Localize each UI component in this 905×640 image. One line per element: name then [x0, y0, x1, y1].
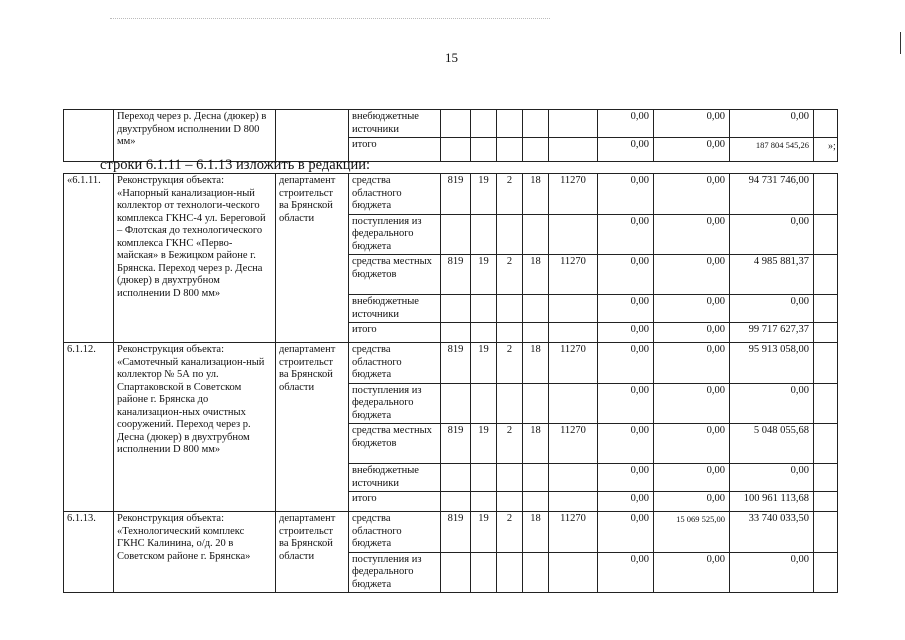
- code-cell: [523, 323, 549, 343]
- trailing-cell: [814, 255, 838, 295]
- funding-source-cell: внебюджетные источники: [349, 110, 441, 138]
- amount-cell: 0,00: [730, 552, 814, 593]
- amount-cell: 4 985 881,37: [730, 255, 814, 295]
- amount-cell: 0,00: [730, 383, 814, 424]
- code-cell: 2: [497, 343, 523, 384]
- code-cell: [549, 295, 598, 323]
- item-number-cell: «6.1.11.: [64, 174, 114, 343]
- code-cell: [549, 492, 598, 512]
- funding-source-cell: поступления из федерального бюджета: [349, 552, 441, 593]
- code-cell: [471, 295, 497, 323]
- trailing-cell: [814, 552, 838, 593]
- executor-cell: департамент строительст ва Брянской области: [276, 174, 349, 343]
- code-cell: [497, 464, 523, 492]
- code-cell: [497, 492, 523, 512]
- code-cell: 819: [441, 174, 471, 215]
- code-cell: [497, 138, 523, 162]
- code-cell: [549, 552, 598, 593]
- funding-source-cell: поступления из федерального бюджета: [349, 214, 441, 255]
- amount-cell: 0,00: [654, 492, 730, 512]
- amount-cell: 0,00: [654, 323, 730, 343]
- code-cell: 11270: [549, 343, 598, 384]
- code-cell: [523, 214, 549, 255]
- code-cell: 11270: [549, 424, 598, 464]
- funding-source-cell: итого: [349, 492, 441, 512]
- code-cell: [471, 492, 497, 512]
- item-title-cell: Реконструкция объекта: «Напорный канализацион-ный коллектор от технологи-ческого комплекса ГКНС-4 ул. Береговой – Флотская до технологического комплекса ГКНС «Перво-майская» в Бежицком районе г. Брянска. Переход через р. Десна (дюкер) в двухтрубном исполнении D 800 мм»: [114, 174, 276, 343]
- amount-cell: 100 961 113,68: [730, 492, 814, 512]
- funding-source-cell: средства местных бюджетов: [349, 424, 441, 464]
- amount-cell: 0,00: [598, 138, 654, 162]
- end-quote-mark: »;: [828, 141, 836, 152]
- funding-source-cell: средства областного бюджета: [349, 174, 441, 215]
- amount-cell: 0,00: [654, 174, 730, 215]
- code-cell: 18: [523, 424, 549, 464]
- code-cell: [441, 464, 471, 492]
- amount-cell: 15 069 525,00: [654, 512, 730, 553]
- code-cell: [471, 323, 497, 343]
- code-cell: [549, 464, 598, 492]
- amount-cell: 0,00: [730, 214, 814, 255]
- funding-source-cell: средства областного бюджета: [349, 512, 441, 553]
- code-cell: [441, 492, 471, 512]
- trailing-cell: [814, 424, 838, 464]
- top-table: [63, 109, 838, 162]
- code-cell: [549, 214, 598, 255]
- amount-cell: 0,00: [598, 464, 654, 492]
- amount-cell: 0,00: [654, 464, 730, 492]
- edit-instruction: строки 6.1.11 – 6.1.13 изложить в редакции:: [100, 157, 371, 173]
- code-cell: 2: [497, 424, 523, 464]
- code-cell: 19: [471, 255, 497, 295]
- amount-cell: 0,00: [654, 383, 730, 424]
- code-cell: 19: [471, 343, 497, 384]
- item-title-cell: Переход через р. Десна (дюкер) в двухтрубном исполнении D 800 мм»: [114, 110, 276, 162]
- trailing-cell: [814, 295, 838, 323]
- funding-source-cell: внебюджетные источники: [349, 464, 441, 492]
- amount-cell: 0,00: [654, 110, 730, 138]
- code-cell: 11270: [549, 174, 598, 215]
- item-title-cell: Реконструкция объекта: «Самотечный канализацион-ный коллектор № 5А по ул. Спартаковской в Советском районе г. Брянска до канализацион-ных очистных сооружений. Переход через р. Десна (дюкер) в двухтрубном исполнении D 800 мм»: [114, 343, 276, 512]
- amount-cell: 0,00: [598, 343, 654, 384]
- funding-source-cell: итого: [349, 138, 441, 162]
- trailing-cell: [814, 323, 838, 343]
- code-cell: [441, 552, 471, 593]
- code-cell: 18: [523, 343, 549, 384]
- code-cell: 19: [471, 174, 497, 215]
- code-cell: [523, 138, 549, 162]
- code-cell: 19: [471, 512, 497, 553]
- amount-cell: 5 048 055,68: [730, 424, 814, 464]
- item-number-cell: 6.1.13.: [64, 512, 114, 593]
- funding-source-cell: средства местных бюджетов: [349, 255, 441, 295]
- code-cell: 11270: [549, 255, 598, 295]
- code-cell: [471, 138, 497, 162]
- code-cell: [441, 323, 471, 343]
- scan-artifact: [110, 18, 550, 19]
- code-cell: 18: [523, 174, 549, 215]
- amount-cell: 0,00: [654, 295, 730, 323]
- code-cell: [497, 110, 523, 138]
- trailing-cell: [814, 383, 838, 424]
- main-table: [63, 173, 838, 593]
- funding-source-cell: средства областного бюджета: [349, 343, 441, 384]
- amount-cell: 99 717 627,37: [730, 323, 814, 343]
- code-cell: [471, 552, 497, 593]
- code-cell: [523, 110, 549, 138]
- code-cell: [523, 552, 549, 593]
- trailing-cell: [814, 110, 838, 138]
- amount-cell: 95 913 058,00: [730, 343, 814, 384]
- code-cell: [549, 138, 598, 162]
- item-number-cell: 6.1.12.: [64, 343, 114, 512]
- code-cell: [523, 492, 549, 512]
- amount-cell: 0,00: [598, 552, 654, 593]
- code-cell: [471, 464, 497, 492]
- code-cell: 18: [523, 512, 549, 553]
- code-cell: [549, 383, 598, 424]
- amount-cell: 0,00: [598, 424, 654, 464]
- amount-cell: 94 731 746,00: [730, 174, 814, 215]
- amount-cell: 0,00: [654, 255, 730, 295]
- code-cell: [441, 110, 471, 138]
- executor-cell: [276, 110, 349, 162]
- funding-source-cell: итого: [349, 323, 441, 343]
- trailing-cell: [814, 512, 838, 553]
- amount-cell: 0,00: [598, 323, 654, 343]
- amount-cell: 0,00: [598, 255, 654, 295]
- code-cell: [549, 110, 598, 138]
- code-cell: [471, 383, 497, 424]
- code-cell: 18: [523, 255, 549, 295]
- code-cell: [497, 323, 523, 343]
- amount-cell: 0,00: [598, 214, 654, 255]
- amount-cell: 0,00: [598, 110, 654, 138]
- code-cell: 819: [441, 512, 471, 553]
- table-row: [64, 343, 838, 384]
- amount-cell: 0,00: [654, 343, 730, 384]
- code-cell: 2: [497, 512, 523, 553]
- amount-cell: 187 804 545,26: [730, 138, 814, 162]
- amount-cell: 0,00: [598, 174, 654, 215]
- code-cell: 2: [497, 174, 523, 215]
- code-cell: [497, 383, 523, 424]
- code-cell: 819: [441, 424, 471, 464]
- code-cell: [497, 552, 523, 593]
- amount-cell: 0,00: [598, 512, 654, 553]
- code-cell: [497, 214, 523, 255]
- funding-source-cell: поступления из федерального бюджета: [349, 383, 441, 424]
- code-cell: [523, 383, 549, 424]
- page-number: 15: [445, 50, 458, 65]
- code-cell: [441, 383, 471, 424]
- code-cell: [471, 110, 497, 138]
- amount-cell: 0,00: [654, 214, 730, 255]
- amount-cell: 0,00: [730, 464, 814, 492]
- trailing-cell: [814, 174, 838, 215]
- code-cell: [523, 464, 549, 492]
- amount-cell: 0,00: [654, 552, 730, 593]
- code-cell: [497, 295, 523, 323]
- code-cell: [441, 138, 471, 162]
- executor-cell: департамент строительст ва Брянской области: [276, 512, 349, 593]
- code-cell: 2: [497, 255, 523, 295]
- table-row: [64, 174, 838, 215]
- code-cell: 19: [471, 424, 497, 464]
- item-number-cell: [64, 110, 114, 162]
- trailing-cell: [814, 214, 838, 255]
- amount-cell: 33 740 033,50: [730, 512, 814, 553]
- amount-cell: 0,00: [730, 295, 814, 323]
- amount-cell: 0,00: [654, 424, 730, 464]
- item-title-cell: Реконструкция объекта: «Технологический комплекс ГКНС Калинина, о/д. 20 в Советском районе г. Брянска»: [114, 512, 276, 593]
- scan-edge-mark: [900, 32, 901, 54]
- code-cell: 819: [441, 343, 471, 384]
- amount-cell: 0,00: [730, 110, 814, 138]
- amount-cell: 0,00: [598, 383, 654, 424]
- code-cell: [441, 214, 471, 255]
- code-cell: [523, 295, 549, 323]
- funding-source-cell: внебюджетные источники: [349, 295, 441, 323]
- code-cell: 819: [441, 255, 471, 295]
- executor-cell: департамент строительст ва Брянской области: [276, 343, 349, 512]
- amount-cell: 0,00: [598, 295, 654, 323]
- amount-cell: 0,00: [654, 138, 730, 162]
- amount-cell: 0,00: [598, 492, 654, 512]
- table-row: [64, 512, 838, 553]
- code-cell: [549, 323, 598, 343]
- trailing-cell: [814, 492, 838, 512]
- table-row: [64, 110, 838, 138]
- trailing-cell: [814, 343, 838, 384]
- code-cell: [471, 214, 497, 255]
- code-cell: [441, 295, 471, 323]
- code-cell: 11270: [549, 512, 598, 553]
- trailing-cell: [814, 464, 838, 492]
